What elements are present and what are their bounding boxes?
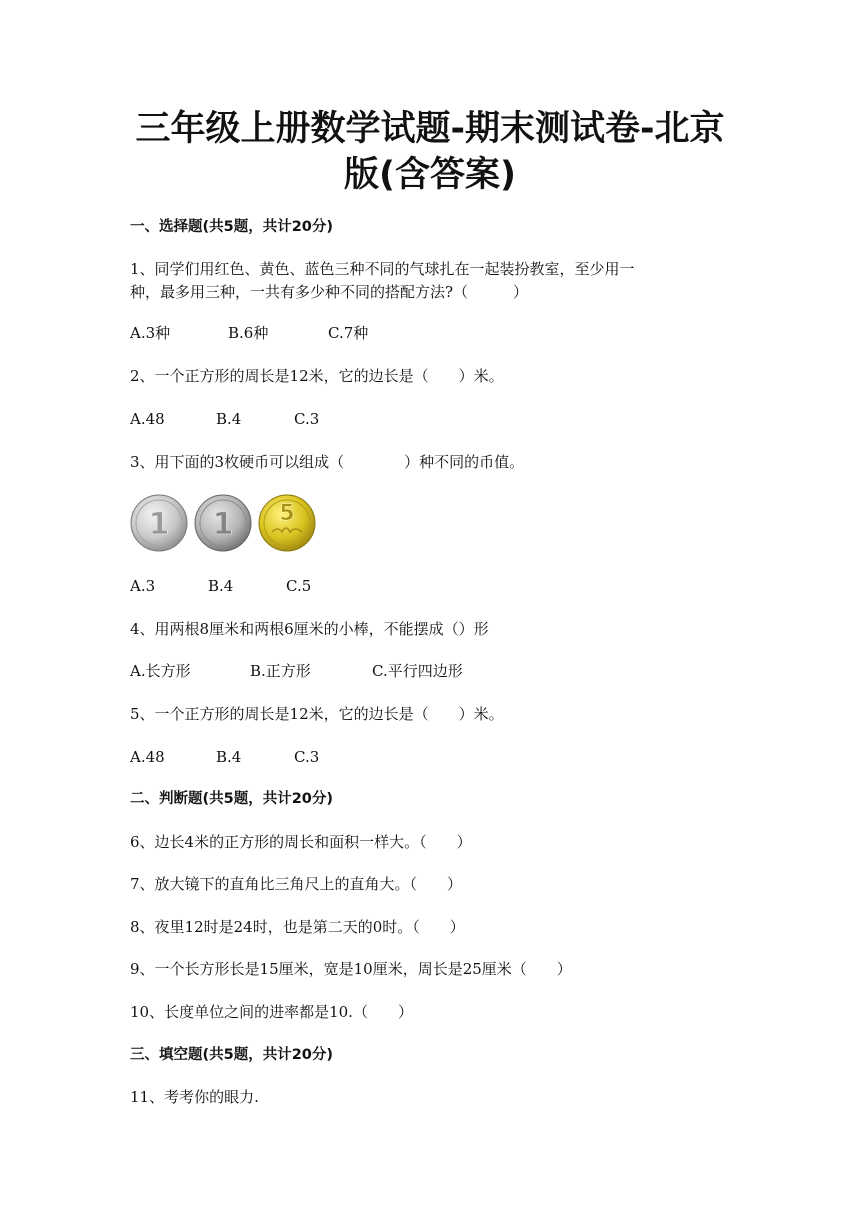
question-8: 8、夜里12时是24时，也是第二天的0时。（ ） xyxy=(130,918,465,936)
question-5: 5、一个正方形的周长是12米，它的边长是（ ）米。 xyxy=(130,705,504,723)
section-heading-true-false: 二、判断题(共5题，共计20分) xyxy=(130,791,334,807)
coin-numeral: 5 xyxy=(279,501,295,526)
option-a: A.3 xyxy=(130,577,156,595)
question-3-options xyxy=(130,574,311,598)
option-c: C.3 xyxy=(294,410,320,428)
question-4-options xyxy=(130,659,463,683)
option-b: B.正方形 xyxy=(250,662,311,680)
one-yuan-coin-icon xyxy=(130,494,188,552)
option-b: B.6种 xyxy=(228,324,269,342)
question-9: 9、一个长方形长是15厘米，宽是10厘米，周长是25厘米（ ） xyxy=(130,960,572,978)
coin-numeral: 1 xyxy=(148,507,170,542)
option-c: C.平行四边形 xyxy=(372,662,463,680)
five-jiao-coin-icon xyxy=(258,494,316,552)
question-3: 3、用下面的3枚硬币可以组成（ ）种不同的币值。 xyxy=(130,453,525,471)
section-heading-fill-blank: 三、填空题(共5题，共计20分) xyxy=(130,1047,334,1063)
option-a: A.长方形 xyxy=(130,662,191,680)
section-heading-choice: 一、选择题(共5题，共计20分) xyxy=(130,219,334,235)
option-b: B.4 xyxy=(216,410,242,428)
option-b: B.4 xyxy=(216,748,242,766)
question-11: 11、考考你的眼力. xyxy=(130,1088,259,1106)
page-title-continued: 版(含答案) xyxy=(344,155,516,195)
page-title: 三年级上册数学试题-期末测试卷-北京 xyxy=(135,109,725,149)
question-2: 2、一个正方形的周长是12米，它的边长是（ ）米。 xyxy=(130,367,504,385)
option-a: A.48 xyxy=(130,410,165,428)
question-7: 7、放大镜下的直角比三角尺上的直角大。（ ） xyxy=(130,875,463,893)
option-c: C.7种 xyxy=(328,324,369,342)
option-a: A.48 xyxy=(130,748,165,766)
option-b: B.4 xyxy=(208,577,234,595)
option-c: C.3 xyxy=(294,748,320,766)
question-2-options xyxy=(130,407,319,431)
question-4: 4、用两根8厘米和两根6厘米的小棒，不能摆成（）形 xyxy=(130,620,489,638)
question-10: 10、长度单位之间的进率都是10.（ ） xyxy=(130,1003,413,1021)
option-a: A.3种 xyxy=(130,324,171,342)
option-c: C.5 xyxy=(286,577,312,595)
question-1: 1、同学们用红色、黄色、蓝色三种不同的气球扎在一起装扮教室，至少用一 xyxy=(130,260,635,278)
question-1-options xyxy=(130,321,368,345)
coin-numeral: 1 xyxy=(212,507,234,542)
one-yuan-coin-icon xyxy=(194,494,252,552)
question-5-options xyxy=(130,745,319,769)
question-1-continued: 种，最多用三种，一共有多少种不同的搭配方法?（ ） xyxy=(130,283,529,301)
question-6: 6、边长4米的正方形的周长和面积一样大。（ ） xyxy=(130,833,472,851)
